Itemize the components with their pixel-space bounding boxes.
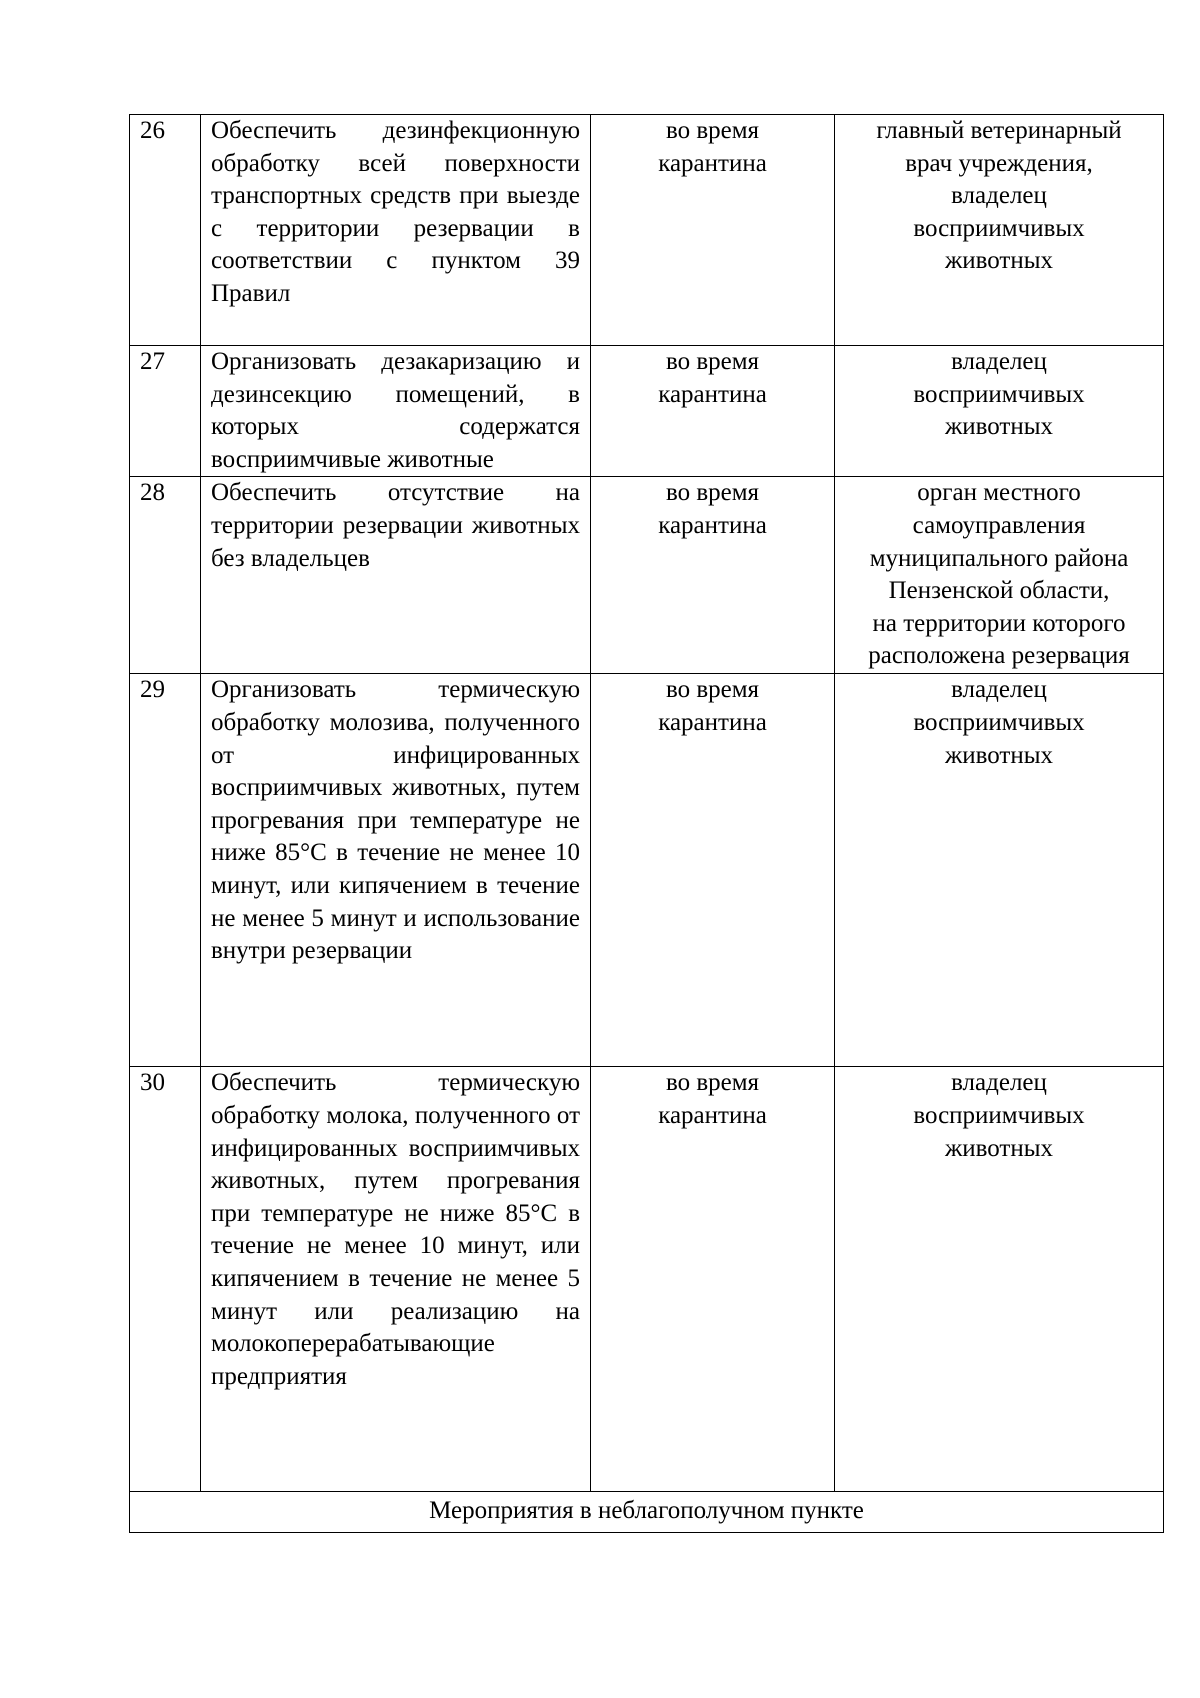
table-row	[130, 346, 1164, 477]
responsible-cell: орган местного самоуправления муниципального района Пензенской области, на территории которого расположена резервация	[835, 477, 1164, 674]
responsible-cell: владелец восприимчивых животных	[835, 674, 1164, 1067]
responsible-cell: владелец восприимчивых животных	[835, 1067, 1164, 1492]
section-heading-row	[130, 1492, 1164, 1533]
table-row	[130, 1067, 1164, 1492]
term-cell: во время карантина	[591, 115, 835, 346]
responsible-cell: главный ветеринарный врач учреждения, владелец восприимчивых животных	[835, 115, 1164, 346]
table-row	[130, 674, 1164, 1067]
action-cell: Обеспечить отсутствие на территории резервации животных без владельцев	[201, 477, 591, 674]
table-row	[130, 477, 1164, 674]
row-number: 27	[130, 346, 201, 477]
term-cell: во время карантина	[591, 1067, 835, 1492]
action-cell: Организовать термическую обработку молозива, полученного от инфицированных восприимчивых животных, путем прогревания при температуре не ниже 85°С в течение не менее 10 минут, или кипячением в течение не менее 5 минут и использование внутри резервации	[201, 674, 591, 1067]
responsible-cell: владелец восприимчивых животных	[835, 346, 1164, 477]
row-number: 29	[130, 674, 201, 1067]
section-heading: Мероприятия в неблагополучном пункте	[130, 1492, 1164, 1533]
table-row	[130, 115, 1164, 346]
row-number: 26	[130, 115, 201, 346]
action-cell: Обеспечить термическую обработку молока, полученного от инфицированных восприимчивых животных, путем прогревания при температуре не ниже 85°С в течение не менее 10 минут, или кипячением в течение не менее 5 минут или реализацию на молокоперерабатывающие предприятия	[201, 1067, 591, 1492]
row-number: 30	[130, 1067, 201, 1492]
action-cell: Обеспечить дезинфекционную обработку всей поверхности транспортных средств при выезде с территории резервации в соответствии с пунктом 39 Правил	[201, 115, 591, 346]
row-number: 28	[130, 477, 201, 674]
term-cell: во время карантина	[591, 674, 835, 1067]
action-cell: Организовать дезакаризацию и дезинсекцию помещений, в которых содержатся восприимчивые животные	[201, 346, 591, 477]
term-cell: во время карантина	[591, 477, 835, 674]
term-cell: во время карантина	[591, 346, 835, 477]
measures-table	[129, 114, 1164, 1533]
